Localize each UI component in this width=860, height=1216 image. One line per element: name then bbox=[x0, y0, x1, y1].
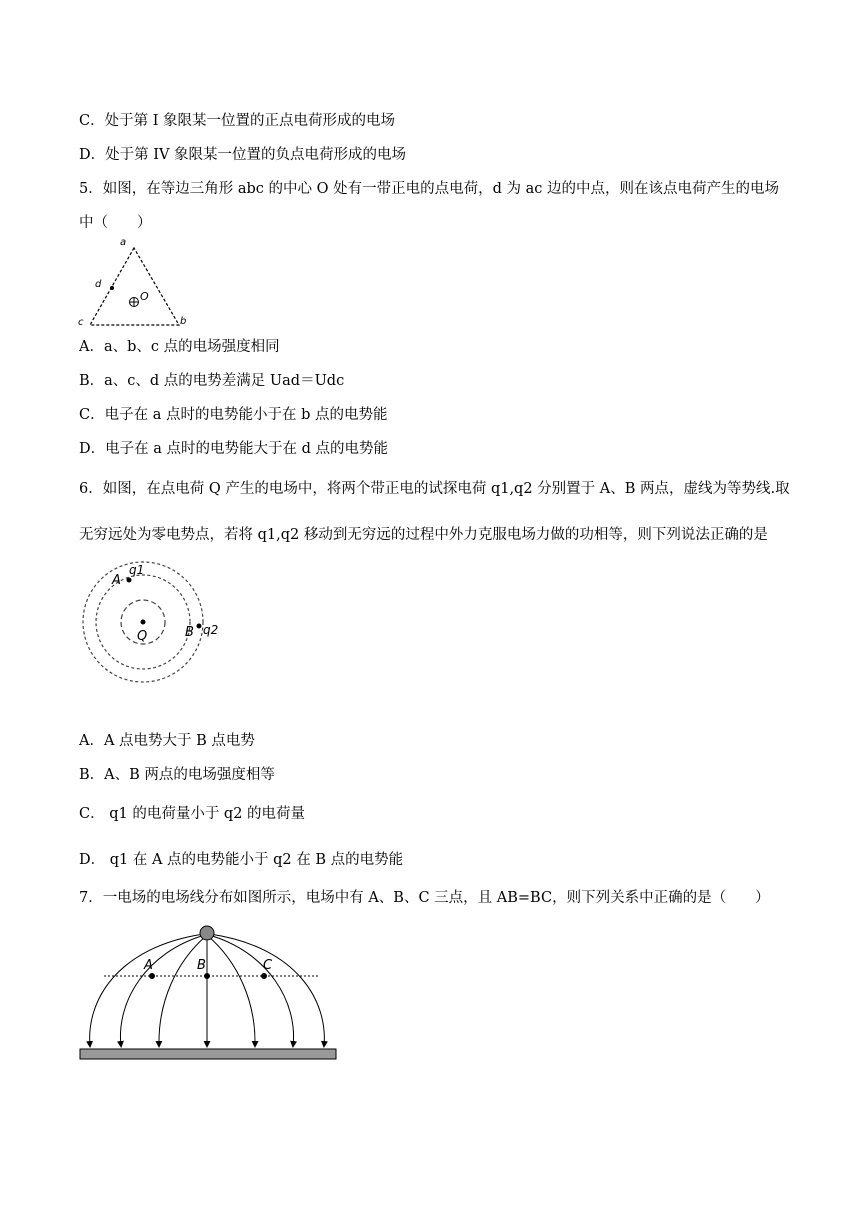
label-q: Q bbox=[137, 629, 148, 644]
field-line-5 bbox=[208, 936, 255, 1046]
label-a: a bbox=[120, 237, 127, 248]
field-line-7 bbox=[210, 934, 324, 1046]
source-charge bbox=[200, 926, 214, 940]
field-line-2 bbox=[120, 935, 205, 1046]
label-c: c bbox=[78, 317, 84, 328]
q5-stem-line1: 5．如图，在等边三角形 abc 的中心 O 处有一带正电的点电荷，d 为 ac 边的中点，则在该点电荷产生的电场 bbox=[79, 181, 779, 197]
label-q2: q2 bbox=[203, 623, 219, 637]
q6-option-c: C． q1 的电荷量小于 q2 的电荷量 bbox=[79, 806, 306, 822]
q5-option-c: C．电子在 a 点时的电势能小于在 b 点的电势能 bbox=[79, 407, 388, 423]
q5-option-b: B．a、c、d 点的电势差满足 Uad＝Udc bbox=[79, 373, 345, 389]
q6-stem-line1: 6．如图，在点电荷 Q 产生的电场中，将两个带正电的试探电荷 q1,q2 分别置于 A、B 两点，虚线为等势线.取 bbox=[79, 481, 790, 497]
q6-equipotential-figure bbox=[76, 560, 219, 684]
label-c: C bbox=[263, 958, 273, 973]
q6-option-d: D． q1 在 A 点的电势能小于 q2 在 B 点的电势能 bbox=[79, 852, 404, 868]
label-a: A bbox=[112, 573, 121, 588]
label-q1: q1 bbox=[129, 563, 145, 577]
field-line-1 bbox=[90, 934, 204, 1046]
label-o: O bbox=[140, 290, 149, 303]
q6-stem-line2: 无穷远处为零电势点，若将 q1,q2 移动到无穷远的过程中外力克服电场力做的功相等，则下列说法正确的是 bbox=[79, 527, 768, 543]
q5-stem-line2: 中（ ） bbox=[79, 215, 152, 231]
triangle-outline bbox=[90, 248, 179, 325]
q6-option-a: A．A 点电势大于 B 点电势 bbox=[79, 733, 255, 749]
point-a bbox=[149, 973, 155, 979]
field-line-6 bbox=[209, 935, 294, 1046]
q7-field-lines-figure bbox=[76, 922, 342, 1064]
point-c bbox=[261, 973, 267, 979]
label-a: A bbox=[144, 958, 153, 973]
q4-option-d: D．处于第 IV 象限某一位置的负点电荷形成的电场 bbox=[79, 147, 407, 163]
q5-option-a: A．a、b、c 点的电场强度相同 bbox=[79, 339, 280, 355]
label-b: b bbox=[180, 316, 187, 327]
point-b bbox=[197, 624, 202, 629]
point-a bbox=[127, 578, 132, 583]
q7-stem: 7．一电场的电场线分布如图所示，电场中有 A、B、C 三点，且 AB=BC，则下列关系中正确的是（ ） bbox=[79, 890, 770, 906]
point-b bbox=[204, 973, 210, 979]
label-d: d bbox=[95, 279, 102, 290]
field-line-3 bbox=[159, 936, 206, 1046]
label-b: B bbox=[197, 958, 206, 973]
charge-q bbox=[141, 620, 146, 625]
point-d bbox=[110, 286, 114, 290]
label-b: B bbox=[185, 625, 194, 640]
q6-option-b: B．A、B 两点的电场强度相等 bbox=[79, 767, 275, 783]
q5-triangle-figure bbox=[74, 234, 194, 332]
q5-option-d: D．电子在 a 点时的电势能大于在 d 点的电势能 bbox=[79, 441, 388, 457]
q4-option-c: C．处于第 I 象限某一位置的正点电荷形成的电场 bbox=[79, 113, 396, 129]
ground-plate bbox=[80, 1049, 336, 1059]
